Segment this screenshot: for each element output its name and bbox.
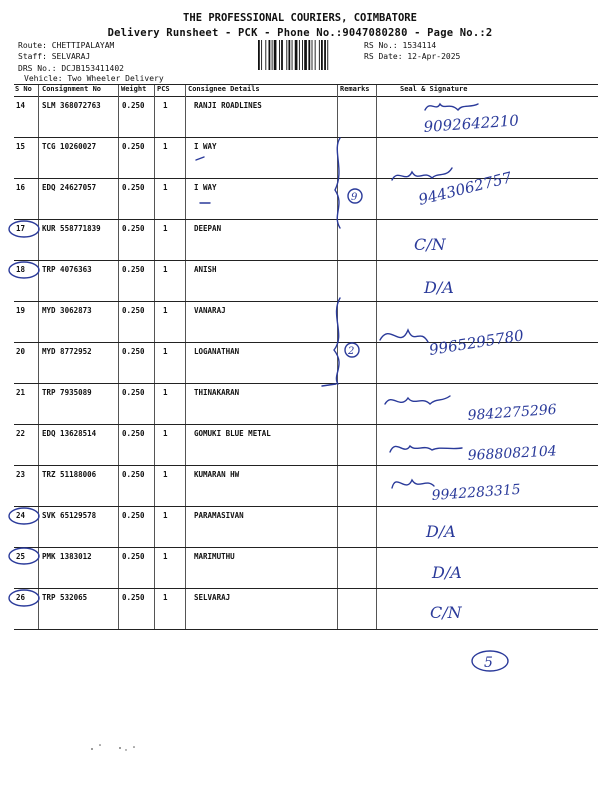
row-consignee: THINAKARAN [194,388,240,397]
barcode-bar [269,40,271,70]
row-weight: 0.250 [122,306,145,315]
row-pcs: 1 [163,224,168,233]
signature-scribble-21 [385,396,450,404]
signature-scribble-22 [390,446,462,452]
col-header-consignment: Consignment No [42,85,102,93]
row-consignee: I WAY [194,142,217,151]
row-weight: 0.250 [122,224,145,233]
scan-speck [91,748,93,750]
row-consignee: LOGANATHAN [194,347,240,356]
row-weight: 0.250 [122,429,145,438]
row-divider [14,629,598,630]
row-divider [14,178,598,179]
barcode-bar [315,40,316,70]
row-sno: 24 [16,511,26,520]
staff-label: Staff: SELVARAJ [18,52,91,61]
barcode-bar [292,40,293,70]
row-consignment-no: SVK 65129578 [42,511,97,520]
row-consignment-no: EDQ 13628514 [42,429,97,438]
signature-scribble-23 [392,480,434,488]
row-weight: 0.250 [122,142,145,151]
remark-circle-b [345,343,359,357]
barcode-bar [265,40,266,70]
row-consignee: MARIMUTHU [194,552,235,561]
row-weight: 0.250 [122,183,145,192]
row-sno: 23 [16,470,26,479]
row-divider [14,547,598,548]
barcode-bar [302,40,303,70]
row-sno: 21 [16,388,26,397]
handwritten-phone-16: 9443062757 [416,168,514,209]
signature-scribble-14 [425,104,478,110]
col-header-remarks: Remarks [340,85,370,93]
barcode-bar [281,40,283,70]
row-divider [14,342,598,343]
row-pcs: 1 [163,470,168,479]
column-divider [118,85,119,630]
row-pcs: 1 [163,142,168,151]
scan-speck [119,747,121,749]
row-consignment-no: KUR 558771839 [42,224,101,233]
row-sno: 19 [16,306,26,315]
barcode-bar [304,40,307,70]
page-number-circle [472,651,508,671]
row-sno: 14 [16,101,26,110]
row-divider [14,424,598,425]
row-sno: 25 [16,552,26,561]
handwritten-phone-22: 9688082104 [467,443,558,464]
barcode-bar [312,40,313,70]
barcode-bar [319,40,320,70]
row-pcs: 1 [163,388,168,397]
handwritten-dia-24: D/A [426,522,456,541]
barcode-bar [279,40,280,70]
row-consignee: GOMUKI BLUE METAL [194,429,271,438]
row-pcs: 1 [163,183,168,192]
handwritten-phone-23: 9942283315 [431,481,522,504]
row-sno: 17 [16,224,26,233]
column-divider [154,85,155,630]
row-weight: 0.250 [122,101,145,110]
row-pcs: 1 [163,511,168,520]
row-consignment-no: EDQ 24627057 [42,183,97,192]
table-top-rule [14,84,598,85]
row-consignee: PARAMASIVAN [194,511,244,520]
row-consignee: RANJI ROADLINES [194,101,262,110]
barcode-image [258,40,356,70]
column-divider [38,85,39,630]
signature-scribble-20 [380,330,428,342]
row-sno: 16 [16,183,26,192]
barcode-bar [324,40,326,70]
row-pcs: 1 [163,306,168,315]
barcode-bar [299,40,300,70]
row-weight: 0.250 [122,347,145,356]
remark-tick-15 [196,157,204,160]
route-label: Route: CHETTIPALAYAM [18,41,115,50]
row-consignee: DEEPAN [194,224,222,233]
col-header-sno: S No [15,85,32,93]
barcode-bar [258,40,260,70]
barcode-bar [261,40,262,70]
drs-number: DRS No.: DCJB153411402 [18,64,124,73]
col-header-consignee: Consignee Details [188,85,260,93]
row-consignment-no: MYD 8772952 [42,347,92,356]
handwritten-dia-25: D/A [432,563,462,582]
barcode-bar [272,40,273,70]
handwritten-cin-17: C/N [414,235,446,254]
col-header-pcs: PCS [157,85,170,93]
barcode-bar [308,40,310,70]
row-consignment-no: SLM 368072763 [42,101,101,110]
row-consignment-no: TRP 4076363 [42,265,92,274]
row-sno: 15 [16,142,26,151]
row-consignee: SELVARAJ [194,593,231,602]
row-divider [14,301,598,302]
row-divider [14,465,598,466]
scan-speck [125,749,126,750]
rs-number: RS No.: 1534114 [364,41,437,50]
barcode-bar [327,40,328,70]
page-number-handwritten: 5 [484,655,493,671]
row-weight: 0.250 [122,265,145,274]
row-sno: 18 [16,265,26,274]
rs-date: RS Date: 12-Apr-2025 [364,52,461,61]
remark-number-a: 9 [351,192,358,203]
handwritten-cin-26: C/N [430,603,462,622]
barcode-bar [286,40,287,70]
scan-speck [133,746,135,748]
row-consignment-no: MYD 3062873 [42,306,92,315]
row-pcs: 1 [163,429,168,438]
row-consignment-no: TRP 7935089 [42,388,92,397]
barcode-bar [321,40,323,70]
row-pcs: 1 [163,265,168,274]
column-divider [337,85,338,630]
row-divider [14,137,598,138]
row-sno: 20 [16,347,26,356]
col-header-weight: Weight [121,85,147,93]
row-consignee: I WAY [194,183,217,192]
col-header-seal: Seal & Signature [400,85,468,93]
row-divider [14,588,598,589]
scan-speck [99,744,101,746]
row-divider [14,260,598,261]
handwritten-phone-14: 9092642210 [423,111,520,136]
row-pcs: 1 [163,552,168,561]
row-consignment-no: TRP 532065 [42,593,88,602]
runsheet-subtitle: Delivery Runsheet - PCK - Phone No.:9047080280 - Page No.:2 [107,27,493,39]
row-weight: 0.250 [122,552,145,561]
barcode-bar [295,40,298,70]
row-consignment-no: TCG 10260027 [42,142,97,151]
row-pcs: 1 [163,101,168,110]
handwritten-dia-18: D/A [424,278,454,297]
row-sno: 26 [16,593,26,602]
row-consignment-no: TRZ 51188006 [42,470,97,479]
row-weight: 0.250 [122,470,145,479]
barcode-bar [274,40,277,70]
row-pcs: 1 [163,593,168,602]
row-weight: 0.250 [122,511,145,520]
row-consignment-no: PMK 1383012 [42,552,92,561]
column-divider [185,85,186,630]
handwritten-phone-21: 9842275296 [467,401,558,424]
row-weight: 0.250 [122,593,145,602]
header-bottom-rule [14,96,598,97]
handwritten-phone-20: 9965295780 [427,326,525,359]
row-consignee: KUMARAN HW [194,470,240,479]
row-divider [14,506,598,507]
row-divider [14,219,598,220]
remark-circle-a [348,189,362,203]
row-pcs: 1 [163,347,168,356]
row-divider [14,383,598,384]
company-title: THE PROFESSIONAL COURIERS, COIMBATORE [183,12,417,24]
row-sno: 22 [16,429,26,438]
row-consignee: ANISH [194,265,217,274]
vehicle-label: Vehicle: Two Wheeler Delivery [24,74,164,83]
barcode-bar [288,40,290,70]
row-consignee: VANARAJ [194,306,226,315]
remark-number-b: 2 [348,346,355,357]
column-divider [376,85,377,630]
row-weight: 0.250 [122,388,145,397]
